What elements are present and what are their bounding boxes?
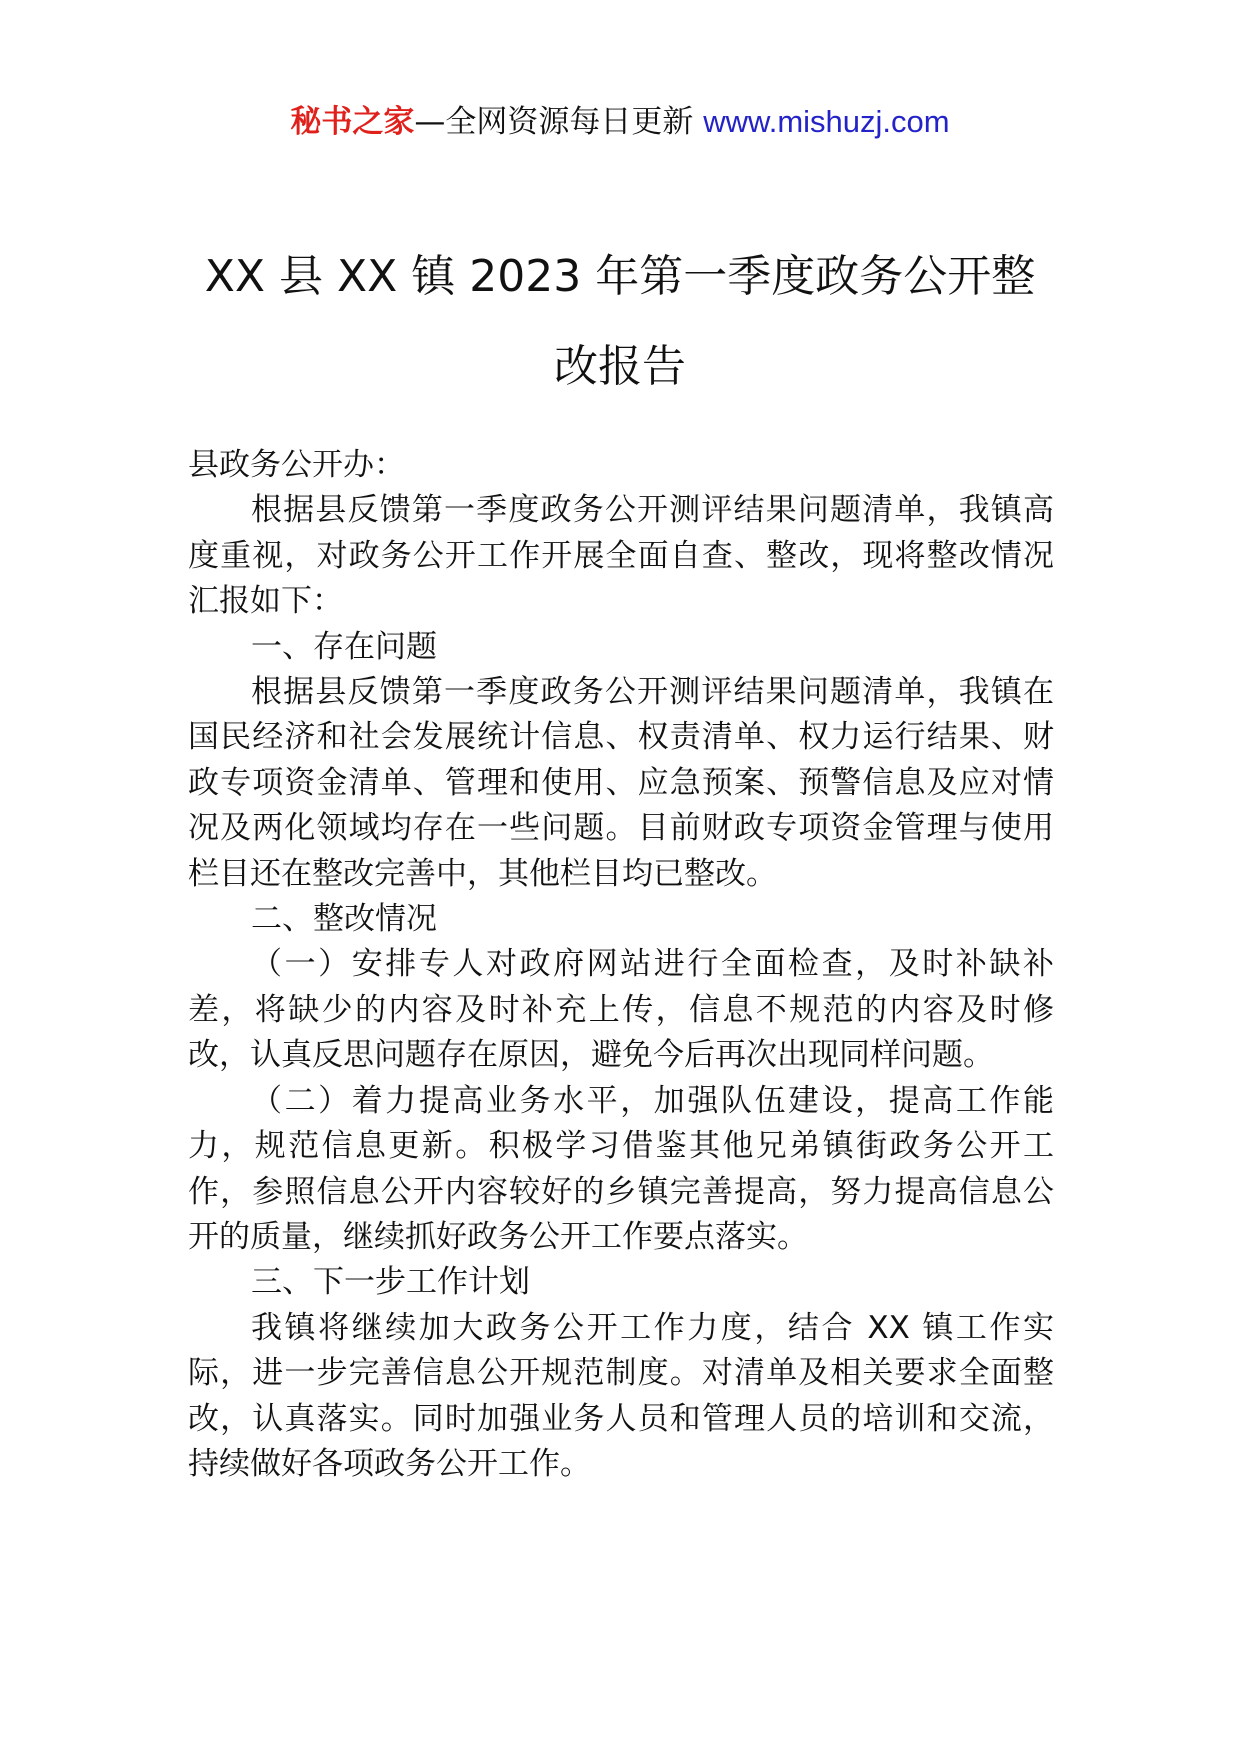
rectification-item-1: （一）安排专人对政府网站进行全面检查，及时补缺补差，将缺少的内容及时补充上传，信息不规范的内容及时修改，认真反思问题存在原因，避免今后再次出现同样问题。 (188, 946, 1054, 1074)
problems-paragraph: 根据县反馈第一季度政务公开测评结果问题清单，我镇在国民经济和社会发展统计信息、权责清单、权力运行结果、财政专项资金清单、管理和使用、应急预案、预警信息及应对情况及两化领域均存在一些问题。目前财政专项资金管理与使用栏目还在整改完善中，其他栏目均已整改。 (188, 674, 1054, 892)
document-body (188, 443, 1054, 1487)
title-line-1: XX 县 XX 镇 2023 年第一季度政务公开整 (204, 251, 1036, 302)
site-banner (0, 102, 1240, 142)
intro-paragraph: 根据县反馈第一季度政务公开测评结果问题清单，我镇高度重视，对政务公开工作开展全面自查、整改，现将整改情况汇报如下： (188, 492, 1054, 620)
website-link[interactable]: www.mishuzj.com (703, 104, 950, 139)
salutation: 县政务公开办： (188, 447, 405, 483)
banner-tagline: —全网资源每日更新 (414, 104, 704, 140)
title-line-2: 改报告 (554, 341, 686, 392)
rectification-item-2: （二）着力提高业务水平，加强队伍建设，提高工作能力，规范信息更新。积极学习借鉴其他兄弟镇街政务公开工作，参照信息公开内容较好的乡镇完善提高，努力提高信息公开的质量，继续抓好政务公开工作要点落实。 (188, 1082, 1054, 1255)
section-heading-problems: 一、存在问题 (251, 628, 437, 665)
brand-name: 秘书之家 (290, 104, 415, 140)
section-heading-rectification: 二、整改情况 (251, 901, 437, 938)
section-heading-next-plan: 三、下一步工作计划 (251, 1264, 530, 1301)
next-plan-paragraph: 我镇将继续加大政务公开工作力度，结合 XX 镇工作实际，进一步完善信息公开规范制度。对清单及相关要求全面整改，认真落实。同时加强业务人员和管理人员的培训和交流，持续做好各项政务公开工作。 (188, 1309, 1054, 1482)
document-title (100, 232, 1140, 412)
